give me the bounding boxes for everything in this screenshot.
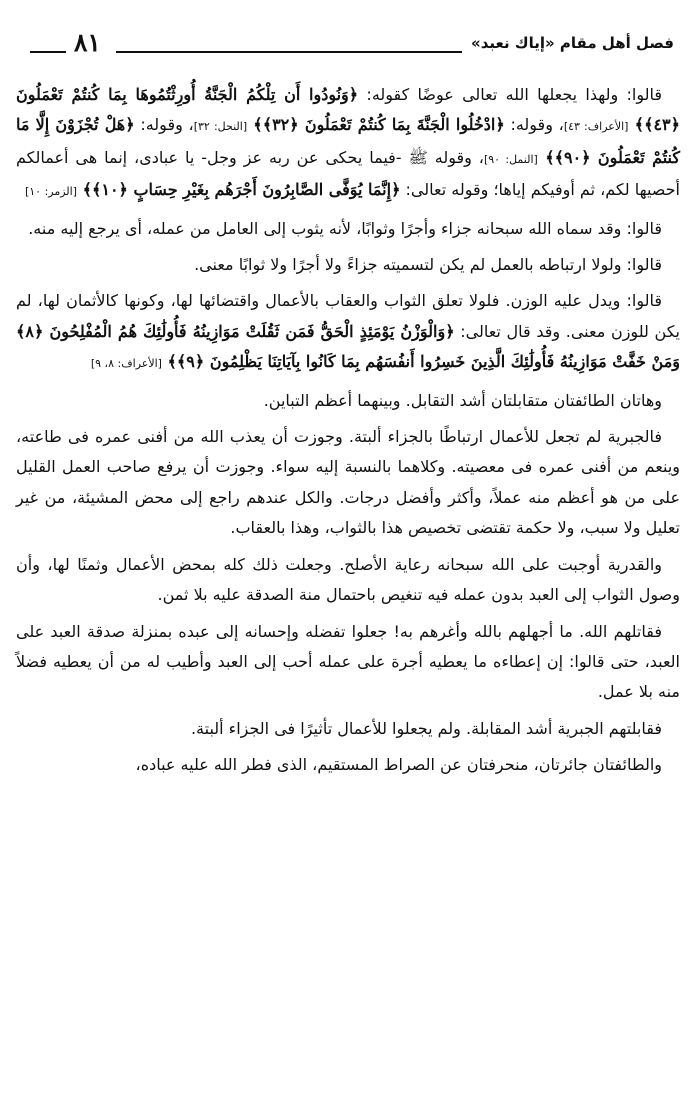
- verse-reference: [النحل: ٣٢]: [193, 120, 248, 134]
- quran-verse: وَالْوَزْنُ يَوْمَئِذٍ الْحَقُّ فَمَن ثَقُلَتْ مَوَازِينُهُ فَأُولَٰئِكَ هُمُ الْمُفْلِحُونَ ﴿٨﴾ وَمَنْ خَفَّتْ مَوَازِينُهُ فَأُولَٰئِكَ الَّذِينَ خَسِرُوا أَنفُسَهُم بِمَا كَانُوا بِآيَاتِنَا يَظْلِمُونَ ﴿٩﴾: [16, 321, 680, 372]
- quran-verse: هَلْ تُجْزَوْنَ إِلَّا مَا كُنتُمْ تَعْمَلُونَ ﴿٩٠﴾: [16, 115, 680, 167]
- text-run: ، وقوله ﷺ -فيما يحكى عن ربه عز وجل- يا عبادى، إنما هى أعمالكم أحصيها لكم، ثم أوفيكم إياها؛ وقوله تعالى:: [16, 147, 680, 200]
- quran-verse: وَنُودُوا أَن تِلْكُمُ الْجَنَّةُ أُورِثْتُمُوهَا بِمَا كُنتُمْ تَعْمَلُونَ ﴿٤٣﴾: [16, 85, 680, 135]
- verse-reference: [الأعراف: ٤٣]: [563, 120, 629, 134]
- body-text: [16, 80, 680, 787]
- paragraph: [16, 714, 680, 744]
- text-run: وهاتان الطائفتان متقابلتان أشد التقابل. وبينهما أعظم التباين.: [263, 390, 662, 410]
- quran-verse: إِنَّمَا يُوَفَّى الصَّابِرُونَ أَجْرَهُم بِغَيْرِ حِسَابٍ ﴿١٠﴾: [91, 180, 392, 200]
- paragraph: [16, 386, 680, 416]
- text-run: قالوا: ولهذا يجعلها الله تعالى عوضًا كقوله:: [358, 85, 662, 104]
- text-run: والقدرية أوجبت على الله سبحانه رعاية الأصلح. وجعلت ذلك كله بمحض الأعمال وثمنًا لها، وأن وصول الثواب إلى العبد بدون عمله فيه تنغيص باحتمال منة الصدقة عليه بلا ثمن.: [16, 554, 680, 605]
- paragraph: [16, 80, 680, 208]
- ornate-bracket: ﴿: [391, 180, 401, 200]
- verse-reference: [الأعراف: ٨، ٩]: [90, 357, 162, 371]
- chapter-title: فصل أهل مقام «إياك نعبد»: [471, 34, 674, 52]
- paragraph: [16, 214, 680, 244]
- paragraph: [16, 617, 680, 708]
- text-run: فقاتلهم الله. ما أجهلهم بالله وأغرهم به! جعلوا تفضله وإحسانه إلى عبده بمنزلة صدقة العبد على العبد، حتى قالوا: إن إعطاءه ما يعطيه أجرة على عمله أحب إلى العبد وأطيب له من أن يعطيه فضلاً منه بلا عمل.: [16, 621, 680, 702]
- paragraph: [16, 250, 680, 280]
- running-header: [30, 26, 674, 66]
- text-run: قالوا: وقد سماه الله سبحانه جزاء وأجرًا وثوابًا، لأنه يثوب إلى العامل من عمله، أى يرجع إليه منه.: [28, 218, 662, 238]
- text-run: ، وقوله:: [504, 115, 564, 135]
- paragraph: [16, 550, 680, 611]
- ornate-bracket: ﴾: [247, 115, 263, 135]
- ornate-bracket: ﴾: [537, 147, 555, 167]
- ornate-bracket: ﴿: [495, 115, 505, 135]
- paragraph: [16, 286, 680, 379]
- ornate-bracket: ﴿: [348, 85, 359, 104]
- verse-reference: [الزمر: ١٠]: [24, 185, 78, 199]
- ornate-bracket: ﴾: [161, 352, 177, 372]
- verse-reference: [النمل: ٩٠]: [483, 152, 538, 166]
- text-run: قالوا: ولولا ارتباطه بالعمل لم يكن لتسميته جزاءً ولا أجرًا ولا ثوابًا معنى.: [194, 255, 662, 275]
- page-number: ٨١: [74, 28, 101, 57]
- header-lead-rule: [30, 51, 66, 53]
- ornate-bracket: ﴾: [77, 180, 92, 200]
- ornate-bracket: ﴿: [125, 115, 135, 135]
- paragraph: [16, 750, 680, 780]
- text-run: قالوا: ويدل عليه الوزن. فلولا تعلق الثواب والعقاب بالأعمال واقتضائها لها، وكونها كالأثمان لها، لم يكن للوزن معنى. وقد قال تعالى:: [16, 291, 680, 341]
- ornate-bracket: ﴿: [445, 321, 455, 341]
- text-run: فالجبرية لم تجعل للأعمال ارتباطًا بالجزاء ألبتة. وجوزت أن يعذب الله من أفنى عمره فى طاعته، وينعم من أفنى عمره فى معصيته. وكلاهما بالنسبة إليه سواء. وجوزت أن يرفع صاحب العمل القليل على من هو أعظم منه عملاً، وأكثر وأفضل درجات. والكل عندهم راجع إلى محض المشيئة، من غير تعليل ولا سبب، ولا حكمة تقتضى تخصيص هذا بالثواب، وهذا بالعقاب.: [16, 427, 680, 538]
- paragraph: [16, 422, 680, 544]
- text-run: والطائفتان جائرتان، منحرفتان عن الصراط المستقيم، الذى فطر الله عليه عباده،: [135, 755, 662, 775]
- quran-verse: ادْخُلُوا الْجَنَّةَ بِمَا كُنتُمْ تَعْمَلُونَ ﴿٣٢﴾: [262, 115, 496, 135]
- text-run: ، وقوله:: [134, 115, 194, 135]
- ornate-bracket: ﴾: [628, 115, 645, 135]
- text-run: فقابلتهم الجبرية أشد المقابلة. ولم يجعلوا للأعمال تأثيرًا فى الجزاء ألبتة.: [190, 718, 662, 738]
- header-rule: [116, 51, 462, 53]
